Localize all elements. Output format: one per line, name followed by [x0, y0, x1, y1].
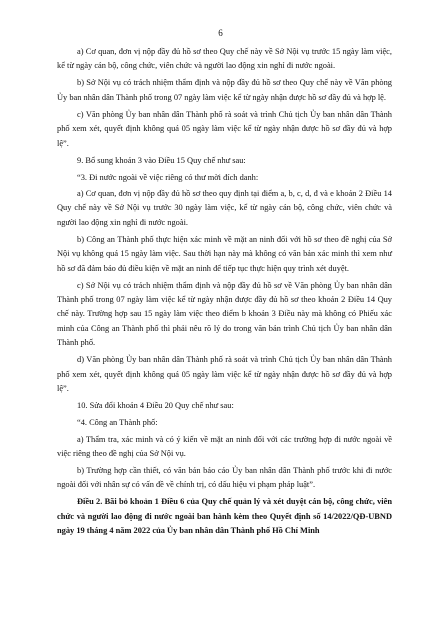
clause-4a: a) Thẩm tra, xác minh và có ý kiến về mặt an ninh đối với các trường hợp đi nước ngoài về việc riêng theo đề nghị của Sở Nội vụ. [57, 434, 392, 458]
item-10-heading: 10. Sửa đổi khoản 4 Điều 20 Quy chế như sau: [77, 401, 234, 411]
paragraph-8b: b) Sở Nội vụ có trách nhiệm thẩm định và nộp đầy đủ hồ sơ theo Quy chế này về Văn phòng Ủy ban nhân dân Thành phố trong 07 ngày làm việc kể từ ngày nhận được hồ sơ đầy đủ và hợp lệ. [57, 78, 392, 102]
clause-4b: b) Trường hợp cần thiết, có văn bản báo cáo Ủy ban nhân dân Thành phố trước khi đi nước ngoài đối với nhân sự có vấn đề về chính trị, có dấu hiệu vi phạm pháp luật”. [57, 465, 392, 490]
clause-3-heading: “3. Đi nước ngoài về việc riêng có thư mời đích danh: [77, 172, 259, 182]
document-body [57, 45, 392, 541]
clause-3d: d) Văn phòng Ủy ban nhân dân Thành phố rà soát và trình Chủ tịch Ủy ban nhân dân Thành phố xem xét, quyết định không quá 05 ngày làm việc kể từ ngày nhận được hồ sơ đầy đủ và hợp lệ”. [57, 355, 392, 394]
article-2: Điều 2. Bãi bỏ khoản 1 Điều 6 của Quy chế quản lý và xét duyệt cán bộ, công chức, viên chức và người lao động đi nước ngoài ban hành kèm theo Quyết định số 14/2022/QĐ-UBND ngày 19 tháng 4 năm 2022 của Ủy ban nhân dân Thành phố Hồ Chí Minh [57, 497, 392, 536]
clause-3b: b) Công an Thành phố thực hiện xác minh về mặt an ninh đối với hồ sơ theo đề nghị của Sở Nội vụ không quá 15 ngày làm việc. Sau thời hạn này mà không có văn bản xác minh thì xem như hồ sơ đã đảm bảo đủ điều kiện về mặt an ninh để tiếp tục thực hiện quy trình xét duyệt. [57, 234, 392, 273]
page-number: 6 [218, 28, 223, 38]
clause-4-heading: “4. Công an Thành phố: [77, 418, 158, 428]
item-9-heading: 9. Bổ sung khoản 3 vào Điều 15 Quy chế như sau: [77, 155, 246, 165]
paragraph-8a: a) Cơ quan, đơn vị nộp đầy đủ hồ sơ theo Quy chế này về Sở Nội vụ trước 15 ngày làm việc, kể từ ngày cán bộ, công chức, viên chức và người lao động xin nghỉ đi nước ngoài. [57, 47, 392, 71]
paragraph-8c: c) Văn phòng Ủy ban nhân dân Thành phố rà soát và trình Chủ tịch Ủy ban nhân dân Thành phố xem xét, quyết định không quá 05 ngày làm việc kể từ ngày nhận được hồ sơ đầy đủ và hợp lệ”. [57, 109, 392, 148]
clause-3c: c) Sở Nội vụ có trách nhiệm thẩm định và nộp đầy đủ hồ sơ về Văn phòng Ủy ban nhân dân Thành phố trong 07 ngày làm việc kể từ ngày nhận được đầy đủ hồ sơ theo khoản 2 Điều 14 Quy chế này. Trường hợp sau 15 ngày làm việc theo điểm b khoản 3 Điều này mà không có Phiếu xác minh của Công an Thành phố thì phải nêu rõ lý do trong văn bản trình Chủ tịch Ủy ban nhân dân Thành phố. [57, 280, 392, 348]
clause-3a: a) Cơ quan, đơn vị nộp đầy đủ hồ sơ theo quy định tại điểm a, b, c, d, đ và e khoản 2 Điều 14 Quy chế này về Sở Nội vụ trước 30 ngày làm việc, kể từ ngày cán bộ, công chức, viên chức và người lao động xin nghỉ đi nước ngoài. [57, 189, 392, 227]
